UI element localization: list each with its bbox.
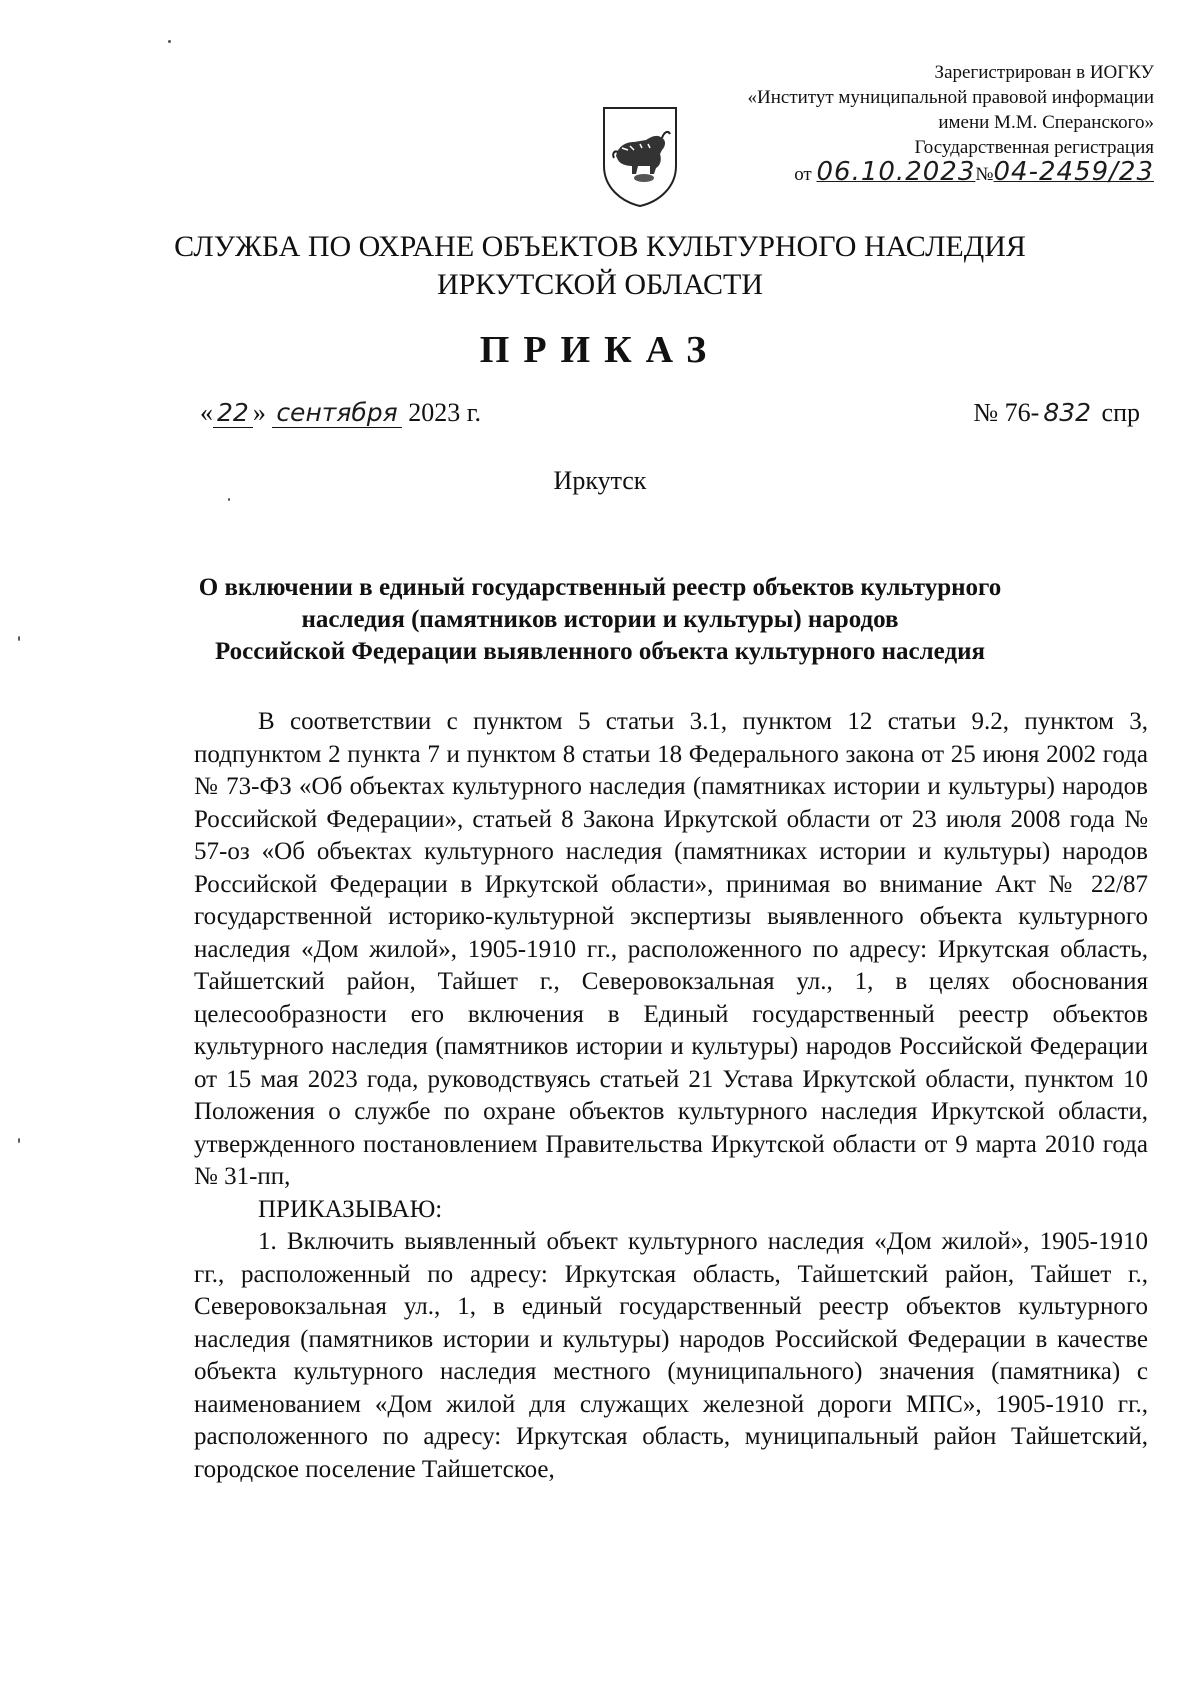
city-name: Иркутск xyxy=(553,466,647,495)
registration-number-prefix: № xyxy=(975,164,994,185)
document-title-line-2: наследия (памятников истории и культуры) народов xyxy=(301,606,899,633)
order-item-1: 1. Включить выявленный объект культурного наследия «Дом жилой», 1905-1910 гг., расположенный по адресу: Иркутская область, Тайшетский район, Тайшет г., Северовокзальная ул., 1, в единый государственный реестр объектов культурного наследия (памятников истории и культуры) народов Российской Федерации в качестве объекта культурного наследия местного (муниципального) значения (памятника) с наименованием «Дом жилой для служащих железной дороги МПС», 1905-1910 гг., расположенного по адресу: Иркутская область, муниципальный район Тайшетский, городское поселение Тайшетское, xyxy=(194,1228,1148,1483)
command-word: ПРИКАЗЫВАЮ: xyxy=(258,1195,443,1223)
order-date xyxy=(200,398,481,428)
registration-number-line xyxy=(634,157,1154,187)
scan-speck xyxy=(18,636,20,641)
order-number-suffix: спр xyxy=(1101,398,1140,427)
scan-speck xyxy=(228,498,230,501)
document-type-heading: ПРИКАЗ xyxy=(479,329,721,371)
registration-number: 04-2459/23 xyxy=(993,157,1154,187)
scan-speck xyxy=(18,1138,20,1143)
agency-name-line-1: СЛУЖБА ПО ОХРАНЕ ОБЪЕКТОВ КУЛЬТУРНОГО НАСЛЕДИЯ xyxy=(174,230,1026,263)
order-year: 2023 г. xyxy=(408,398,481,427)
order-number-prefix: № 76- xyxy=(973,398,1040,427)
agency-name-line-2: ИРКУТСКОЙ ОБЛАСТИ xyxy=(436,268,764,301)
agency-name xyxy=(0,228,1200,304)
preamble-paragraph: В соответствии с пунктом 5 статьи 3.1, пунктом 12 статьи 9.2, пунктом 3, подпунктом 2 пункта 7 и пунктом 8 статьи 18 Федерального закона от 25 июня 2002 года № 73-ФЗ «Об объектах культурного наследия (памятниках истории и культуры) народов Российской Федерации», статьей 8 Закона Иркутской области от 23 июля 2008 года № 57-оз «Об объектах культурного наследия (памятниках истории и культуры) народов Российской Федерации в Иркутской области», принимая во внимание Акт № 22/87 государственной историко-культурной экспертизы выявленного объекта культурного наследия «Дом жилой», 1905-1910 гг., расположенного по адресу: Иркутская область, Тайшетский район, Тайшет г., Северовокзальная ул., 1, в целях обоснования целесообразности его включения в Единый государственный реестр объектов культурного наследия (памятников истории и культуры) народов Российской Федерации от 15 мая 2023 года, руководствуясь статьей 21 Устава Иркутской области, пунктом 10 Положения о службе по охране объектов культурного наследия Иркутской области, утвержденного постановлением Правительства Иркутской области от 9 марта 2010 года № 31-пп, xyxy=(194,708,1148,1190)
order-month: сентября xyxy=(272,399,401,428)
document-title xyxy=(160,572,1040,668)
registration-date-prefix: от xyxy=(794,164,812,185)
document-title-line-3: Российской Федерации выявленного объекта культурного наследия xyxy=(214,638,986,665)
order-day: 22 xyxy=(213,399,253,428)
registration-line-1: Зарегистрирован в ИОГКУ xyxy=(934,62,1154,83)
coat-of-arms-icon xyxy=(600,104,680,208)
registration-line-3: имени М.М. Сперанского» xyxy=(938,112,1154,133)
registration-stamp xyxy=(634,60,1154,187)
order-number xyxy=(973,398,1140,428)
document-title-line-1: О включении в единый государственный реестр объектов культурного xyxy=(198,574,1002,601)
order-number-value: 832 xyxy=(1043,398,1092,427)
registration-line-4: Государственная регистрация xyxy=(914,137,1154,158)
date-quote-open: « xyxy=(200,398,213,427)
date-quote-close: » xyxy=(252,398,266,427)
scan-speck xyxy=(168,40,171,43)
registration-date: 06.10.2023 xyxy=(816,157,976,187)
registration-line-2: «Институт муниципальной правовой информации xyxy=(747,87,1154,108)
document-body xyxy=(194,706,1148,1486)
